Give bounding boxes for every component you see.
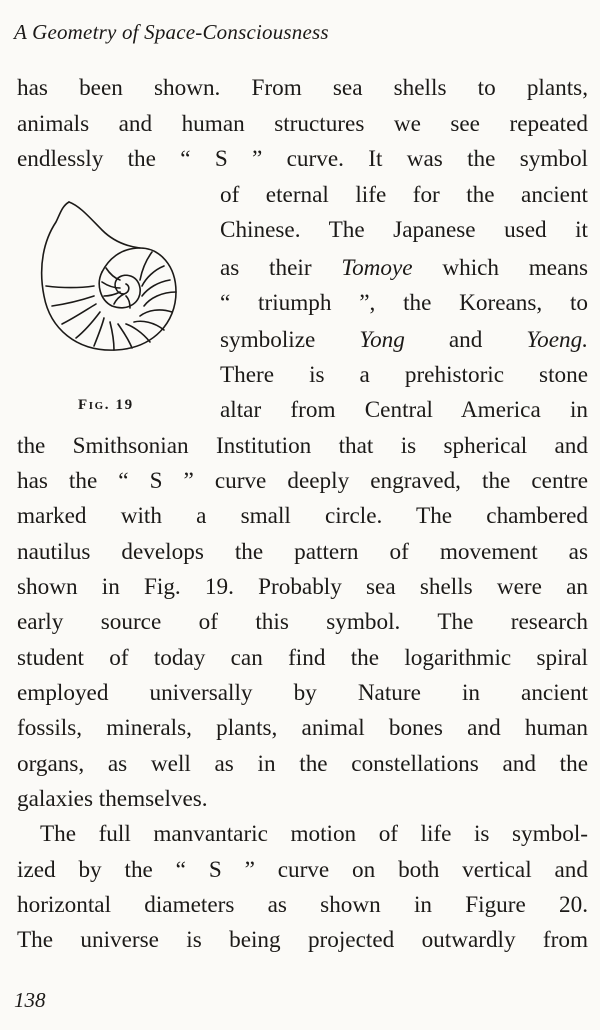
italic-term: Tomoye: [341, 255, 413, 281]
text-line: marked with a small circle. The chambered: [17, 503, 588, 529]
text-line: Chinese. The Japanese used it: [220, 217, 588, 243]
nautilus-shell-icon: [36, 200, 186, 360]
text-line: of eternal life for the ancient: [220, 182, 588, 208]
text-line: endlessly the “ S ” curve. It was the symbol: [17, 146, 588, 172]
text-line: The full manvantaric motion of life is symbol-: [40, 821, 588, 847]
page-number: 138: [14, 988, 46, 1012]
text-line: altar from Central America in: [220, 397, 588, 423]
text-line: ized by the “ S ” curve on both vertical and: [17, 857, 588, 883]
text-line: symbolize Yong and Yoeng.: [220, 327, 588, 353]
figure-caption: Fig. 19: [78, 397, 134, 413]
text-line: The universe is being projected outwardly from: [17, 927, 588, 953]
text-line: shown in Fig. 19. Probably sea shells were an: [17, 574, 588, 600]
text-line: galaxies themselves.: [17, 786, 208, 812]
text-line: “ triumph ”, the Koreans, to: [220, 290, 588, 316]
text-line: nautilus develops the pattern of movement as: [17, 539, 588, 565]
text-line: There is a prehistoric stone: [220, 362, 588, 388]
running-header: A Geometry of Space-Consciousness: [14, 20, 329, 44]
text-line: has the “ S ” curve deeply engraved, the centre: [17, 468, 588, 494]
text-line: horizontal diameters as shown in Figure 20.: [17, 892, 588, 918]
text-line: early source of this symbol. The research: [17, 609, 588, 635]
text-line: the Smithsonian Institution that is spherical and: [17, 433, 588, 459]
italic-term: Yoeng.: [526, 327, 588, 353]
text-line: has been shown. From sea shells to plants,: [17, 75, 588, 101]
text-line: animals and human structures we see repeated: [17, 111, 588, 137]
text-line: organs, as well as in the constellations and the: [17, 751, 588, 777]
text-line: as their Tomoye which means: [220, 255, 589, 281]
text-line: employed universally by Nature in ancient: [17, 680, 588, 706]
text-line: fossils, minerals, plants, animal bones and human: [17, 715, 588, 741]
text-line: student of today can find the logarithmic spiral: [17, 645, 588, 671]
italic-term: Yong: [359, 327, 405, 353]
